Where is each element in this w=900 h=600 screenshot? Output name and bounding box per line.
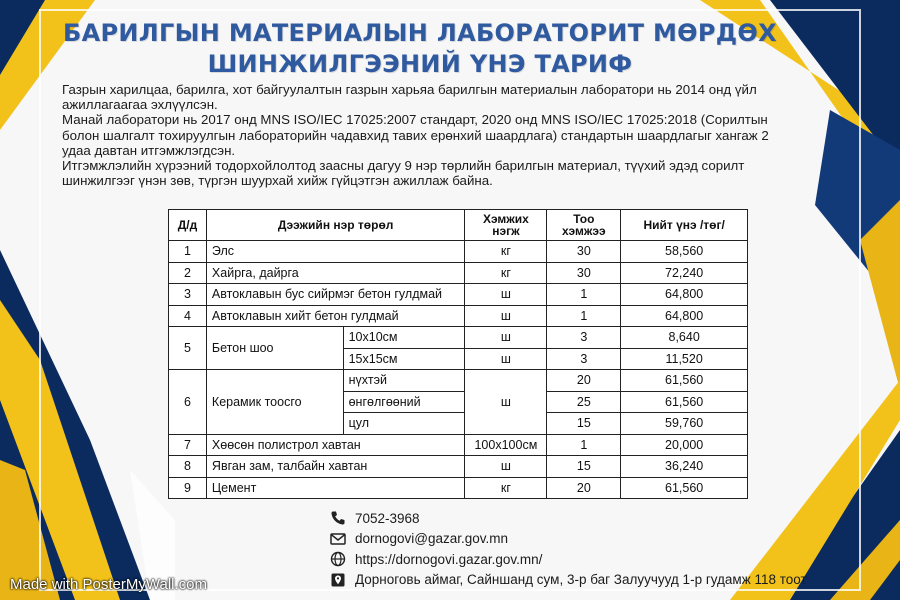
- cell-name: Автоклавын бус сийрмэг бетон гулдмай: [206, 284, 465, 306]
- cell-subtype: нүхтэй: [343, 370, 465, 392]
- cell-unit: ш: [465, 370, 547, 435]
- tariff-table: [168, 209, 748, 499]
- table-row: [169, 477, 748, 499]
- intro-paragraph-2: Манай лаборатори нь 2017 онд MNS ISO/IEC 17025:2007 стандарт, 2020 онд MNS ISO/IEC 17025:2018 (Сорилтын болон шалгалт тохируулгын лабораторийн чадавхид тавих ерөнхий шаардлага) стандартын шаардлагыг хангаж 2 удаа давтан итгэмжлэгдсэн.: [62, 112, 769, 158]
- intro-paragraph-3: Итгэмжлэлийн хүрээний тодорхойлолтод заасны дагуу 9 нэр төрлийн барилгын материал, түүхий эдэд сорилт шинжилгээг үнэн зөв, түргэн шуурхай хийж гүйцэтгэн ажиллаж байна.: [62, 158, 745, 189]
- intro-paragraph-1: Газрын харилцаа, барилга, хот байгуулалтын газрын харьяа барилгын материалын лаборатори нь 2014 онд үйл ажиллагаагаа эхлүүлсэн.: [62, 82, 757, 113]
- cell-subtype: 10x10см: [343, 327, 465, 349]
- cell-name: Хайрга, дайрга: [206, 262, 465, 284]
- cell-unit: кг: [465, 477, 547, 499]
- table-header-row: [169, 210, 748, 241]
- page-title: [60, 18, 780, 80]
- map-pin-icon: [330, 572, 346, 588]
- cell-price: 72,240: [621, 262, 748, 284]
- phone-icon: [330, 510, 346, 526]
- cell-no: 2: [169, 262, 207, 284]
- cell-unit: ш: [465, 327, 547, 349]
- header-price: Нийт үнэ /төг/: [621, 210, 748, 241]
- cell-qty: 30: [547, 241, 621, 263]
- cell-name: Элс: [206, 241, 465, 263]
- contact-address: [330, 570, 807, 591]
- cell-subtype: цул: [343, 413, 465, 435]
- cell-qty: 1: [547, 434, 621, 456]
- website-link[interactable]: https://dornogovi.gazar.gov.mn/: [355, 551, 543, 567]
- cell-no: 3: [169, 284, 207, 306]
- cell-name: Цемент: [206, 477, 465, 499]
- contact-email: [330, 529, 807, 550]
- table-row: [169, 370, 748, 392]
- intro-text: [62, 82, 792, 188]
- cell-name: Явган зам, талбайн хавтан: [206, 456, 465, 478]
- cell-price: 20,000: [621, 434, 748, 456]
- cell-unit: ш: [465, 456, 547, 478]
- cell-no: 5: [169, 327, 207, 370]
- cell-name: Бетон шоо: [206, 327, 343, 370]
- envelope-icon: [330, 531, 346, 547]
- phone-number[interactable]: 7052-3968: [355, 510, 420, 526]
- cell-qty: 20: [547, 370, 621, 392]
- cell-qty: 15: [547, 413, 621, 435]
- cell-no: 4: [169, 305, 207, 327]
- cell-qty: 25: [547, 391, 621, 413]
- cell-qty: 3: [547, 348, 621, 370]
- table-row: [169, 241, 748, 263]
- header-no: Д/д: [169, 210, 207, 241]
- header-unit: Хэмжих нэгж: [465, 210, 547, 241]
- table-row: [169, 456, 748, 478]
- cell-unit: 100x100см: [465, 434, 547, 456]
- table-row: [169, 262, 748, 284]
- cell-name: Керамик тоосго: [206, 370, 343, 435]
- table-row: [169, 284, 748, 306]
- watermark: Made with PosterMyWall.com: [10, 576, 207, 593]
- title-line-1: БАРИЛГЫН МАТЕРИАЛЫН ЛАБОРАТОРИТ МӨРДӨХ: [63, 19, 777, 47]
- cell-subtype: 15x15см: [343, 348, 465, 370]
- globe-icon: [330, 551, 346, 567]
- cell-no: 9: [169, 477, 207, 499]
- header-name: Дээжийн нэр төрөл: [206, 210, 465, 241]
- cell-qty: 3: [547, 327, 621, 349]
- cell-name: Автоклавын хийт бетон гулдмай: [206, 305, 465, 327]
- title-line-2: ШИНЖИЛГЭЭНИЙ ҮНЭ ТАРИФ: [207, 50, 633, 78]
- cell-qty: 15: [547, 456, 621, 478]
- cell-price: 58,560: [621, 241, 748, 263]
- header-qty: Тоо хэмжээ: [547, 210, 621, 241]
- cell-no: 1: [169, 241, 207, 263]
- cell-price: 64,800: [621, 305, 748, 327]
- cell-unit: ш: [465, 305, 547, 327]
- email-address[interactable]: dornogovi@gazar.gov.mn: [355, 531, 509, 547]
- cell-unit: ш: [465, 284, 547, 306]
- cell-price: 61,560: [621, 477, 748, 499]
- contact-block: [330, 508, 807, 590]
- cell-price: 59,760: [621, 413, 748, 435]
- cell-qty: 20: [547, 477, 621, 499]
- table-row: [169, 327, 748, 349]
- cell-qty: 1: [547, 284, 621, 306]
- cell-price: 36,240: [621, 456, 748, 478]
- cell-name: Хөөсөн полистрол хавтан: [206, 434, 465, 456]
- cell-price: 64,800: [621, 284, 748, 306]
- table-row: [169, 305, 748, 327]
- contact-phone: [330, 508, 807, 529]
- table-row: [169, 434, 748, 456]
- cell-qty: 30: [547, 262, 621, 284]
- cell-price: 11,520: [621, 348, 748, 370]
- cell-no: 6: [169, 370, 207, 435]
- cell-no: 7: [169, 434, 207, 456]
- cell-price: 8,640: [621, 327, 748, 349]
- cell-unit: кг: [465, 262, 547, 284]
- cell-price: 61,560: [621, 391, 748, 413]
- cell-no: 8: [169, 456, 207, 478]
- contact-website: [330, 549, 807, 570]
- cell-qty: 1: [547, 305, 621, 327]
- cell-subtype: өнгөлгөөний: [343, 391, 465, 413]
- cell-unit: кг: [465, 241, 547, 263]
- address-text: Дорноговь аймаг, Сайншанд сум, 3-р баг Залуучууд 1-р гудамж 118 тоот: [355, 572, 807, 588]
- cell-price: 61,560: [621, 370, 748, 392]
- cell-unit: ш: [465, 348, 547, 370]
